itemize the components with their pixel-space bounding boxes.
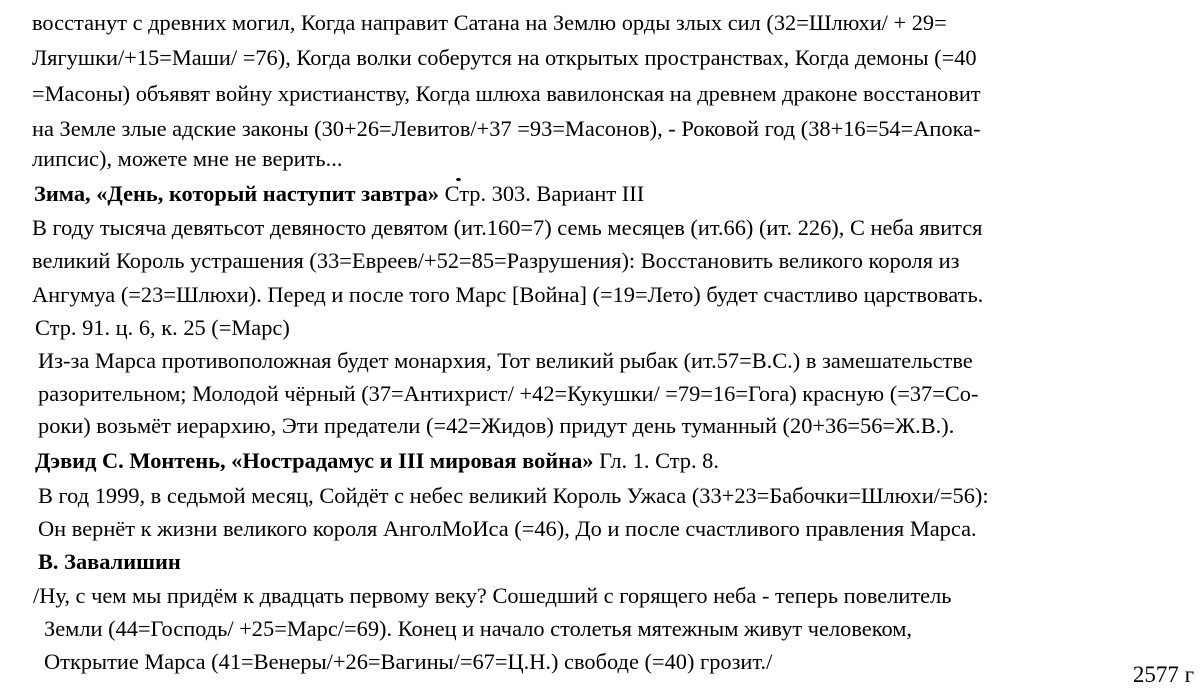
- source-details: Стр. 303. Вариант III: [438, 181, 645, 206]
- source-reference: Стр. 91. ц. 6, к. 25 (=Марс): [35, 315, 290, 340]
- text-line: роки) возьмёт иерархию, Эти предатели (=42=Жидов) придут день туманный (20+36=56=Ж.В.).: [38, 413, 955, 438]
- text-line: великий Король устрашения (33=Евреев/+52=85=Разрушения): Восстановить великого короля из: [32, 248, 960, 273]
- source-details: Гл. 1. Стр. 8.: [593, 448, 719, 473]
- source-heading: [34, 180, 644, 208]
- text-line: =Масоны) объявят войну христианству, Когда шлюха вавилонская на древнем драконе восстановит: [32, 81, 981, 106]
- text-line: /Ну, с чем мы придём к двадцать первому веку? Сошедший с горящего неба - теперь повелитель: [33, 583, 952, 608]
- source-author-title: Зима, «День, который наступит завтра»: [34, 181, 439, 206]
- text-line: разорительном; Молодой чёрный (37=Антихрист/ +42=Кукушки/ =79=16=Гога) красную (=37=Со-: [38, 381, 979, 406]
- text-line: Из-за Марса противоположная будет монархия, Тот великий рыбак (ит.57=В.С.) в замешательстве: [38, 348, 973, 373]
- text-line: Земли (44=Господь/ +25=Марс/=69). Конец и начало столетья мятежным живут человеком,: [44, 616, 913, 641]
- text-line: Ангумуа (=23=Шлюхи). Перед и после того Марс [Война] (=19=Лето) будет счастливо царствовать.: [32, 282, 984, 307]
- text-line: на Земле злые адские законы (30+26=Левитов/+37 =93=Масонов), - Роковой год (38+16=54=Апока-: [32, 116, 981, 141]
- source-author-title: Дэвид С. Монтень, «Нострадамус и III мировая война»: [35, 448, 594, 473]
- page-number: 2577 г: [1132, 662, 1194, 687]
- text-line: Открытие Марса (41=Венеры/+26=Вагины/=67=Ц.Н.) свободе (=40) грозит./: [44, 649, 773, 674]
- source-author: В. Завалишин: [38, 549, 181, 574]
- text-line: липсис), можете мне не верить...: [32, 146, 343, 171]
- text-line: В год 1999, в седьмой месяц, Сойдёт с небес великий Король Ужаса (33+23=Бабочки=Шлюхи/=56):: [38, 483, 989, 508]
- text-line: В году тысяча девятьсот девяносто девятом (ит.160=7) семь месяцев (ит.66) (ит. 226), С неба явится: [32, 215, 983, 240]
- source-heading: [35, 447, 719, 475]
- text-line: восстанут с древних могил, Когда направит Сатана на Землю орды злых сил (32=Шлюхи/ + 29=: [32, 10, 947, 35]
- text-line: Лягушки/+15=Маши/ =76), Когда волки соберутся на открытых пространствах, Когда демоны (=40: [32, 45, 977, 70]
- text-line: Он вернёт к жизни великого короля АнголМоИса (=46), До и после счастливого правления Марса.: [38, 516, 977, 541]
